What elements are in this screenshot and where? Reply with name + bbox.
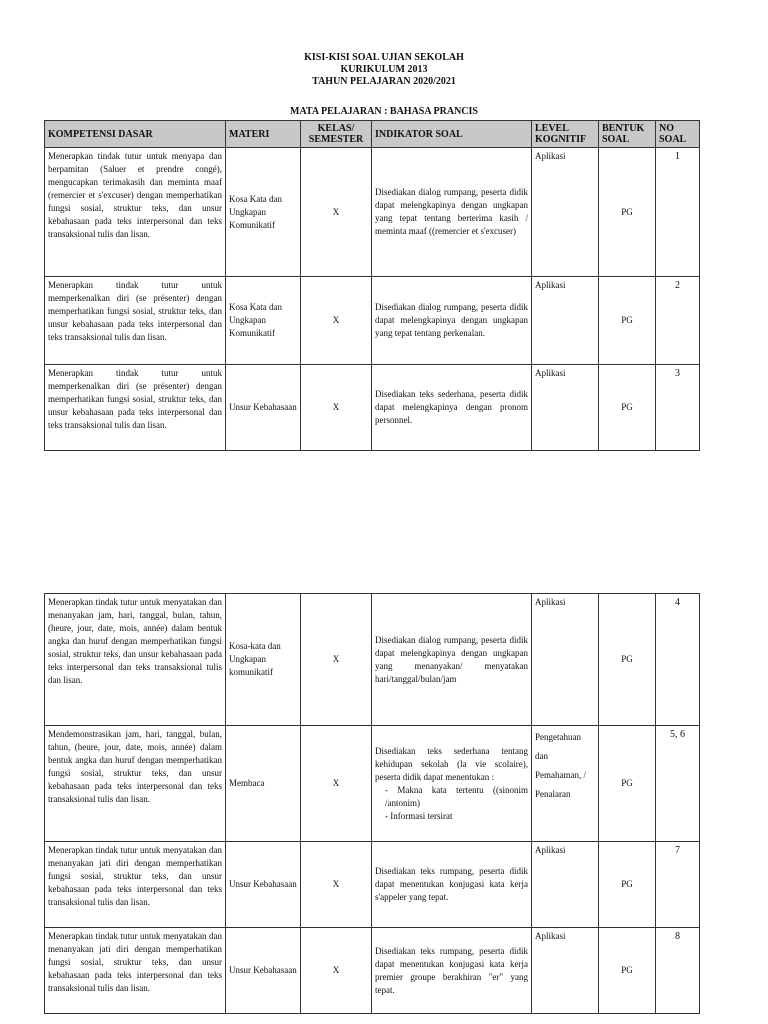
no-cell: 3	[656, 365, 700, 451]
indikator-cell: Disediakan teks rumpang, peserta didik dapat menentukan konjugasi kata kerja s'appeler yang tepat.	[372, 842, 532, 928]
kd-cell: Menerapkan tindak tutur untuk menyatakan dan menanyakan jati diri dengan memperhatikan fungsi sosial, struktur teks, dan unsur kebahasaan pada teks interpersonal dan teks transaksional tulis dan lisan.	[45, 928, 226, 1014]
list-item: - Makna kata tertentu ((sinonim /antonim)	[385, 784, 528, 810]
indikator-cell: Disediakan dialog rumpang, peserta didik dapat melengkapinya dengan ungkapan yang tepat tentang perkenalan.	[372, 277, 532, 365]
header-title: KISI-KISI SOAL UJIAN SEKOLAH	[304, 52, 464, 63]
kd-cell: Mendemonstrasikan jam, hari, tanggal, bulan, tahun, (heure, jour, date, mois, année) dalam bentuk angka dan huruf dengan memperhatikan fungsi sosial, struktur teks, dan unsur kebahasaan pada teks interpersonal dan teks transaksional tulis dan lisan.	[45, 726, 226, 842]
table-header-row	[45, 121, 700, 148]
indikator-list	[375, 784, 528, 823]
materi-cell: Membaca	[226, 726, 301, 842]
kelas-cell: X	[301, 148, 372, 277]
level-line: Pengetahuan dan	[535, 732, 581, 761]
kd-cell: Menerapkan tindak tutur untuk menyatakan dan menanyakan jati diri dengan memperhatikan fungsi sosial, struktur teks, dan unsur kebahasaan pada teks interpersonal dan teks transaksional tulis dan lisan.	[45, 842, 226, 928]
col-header-indikator: INDIKATOR SOAL	[372, 121, 532, 148]
header-school-year: TAHUN PELAJARAN 2020/2021	[312, 76, 456, 87]
level-line: Penalaran	[535, 789, 571, 799]
grid-table-2	[44, 593, 700, 1014]
indikator-text: Disediakan teks sederhana tentang kehidupan sekolah (la vie scolaire), peserta didik dapat menentukan :	[375, 745, 528, 782]
level-cell: Aplikasi	[532, 277, 599, 365]
no-cell: 7	[656, 842, 700, 928]
bentuk-cell: PG	[599, 365, 656, 451]
materi-cell: Kosa Kata dan Ungkapan Komunikatif	[226, 277, 301, 365]
document-header	[0, 52, 768, 88]
kelas-cell: X	[301, 365, 372, 451]
bentuk-cell: PG	[599, 594, 656, 726]
level-cell: Aplikasi	[532, 594, 599, 726]
col-header-level: LEVEL KOGNITIF	[532, 121, 599, 148]
grid-table-1	[44, 120, 700, 451]
materi-cell: Kosa-kata dan Ungkapan komunikatif	[226, 594, 301, 726]
no-cell: 4	[656, 594, 700, 726]
no-cell: 2	[656, 277, 700, 365]
col-header-bentuk: BENTUK SOAL	[599, 121, 656, 148]
level-line: Pemahaman, /	[535, 770, 586, 780]
level-cell: Aplikasi	[532, 842, 599, 928]
kelas-cell: X	[301, 726, 372, 842]
table-row	[45, 594, 700, 726]
bentuk-cell: PG	[599, 928, 656, 1014]
kelas-cell: X	[301, 928, 372, 1014]
table-row	[45, 148, 700, 277]
indikator-cell	[372, 726, 532, 842]
table-row	[45, 277, 700, 365]
no-cell: 5, 6	[656, 726, 700, 842]
no-cell: 8	[656, 928, 700, 1014]
bentuk-cell: PG	[599, 148, 656, 277]
subject-title: MATA PELAJARAN : BAHASA PRANCIS	[290, 106, 478, 117]
table-row	[45, 928, 700, 1014]
indikator-cell: Disediakan dialog rumpang, peserta didik dapat melengkapinya dengan ungkapan yang menanyakan/ menyatakan hari/tanggal/bulan/jam	[372, 594, 532, 726]
materi-cell: Unsur Kebahasaan	[226, 842, 301, 928]
col-header-materi: MATERI	[226, 121, 301, 148]
materi-cell: Kosa Kata dan Ungkapan Komunikatif	[226, 148, 301, 277]
col-header-no: NO SOAL	[656, 121, 700, 148]
no-cell: 1	[656, 148, 700, 277]
materi-cell: Unsur Kebahasaan	[226, 365, 301, 451]
kelas-cell: X	[301, 842, 372, 928]
list-item: - Informasi tersirat	[385, 810, 528, 823]
kelas-cell: X	[301, 277, 372, 365]
level-cell: Aplikasi	[532, 148, 599, 277]
level-cell: Aplikasi	[532, 928, 599, 1014]
level-cell: Aplikasi	[532, 365, 599, 451]
kelas-cell: X	[301, 594, 372, 726]
kd-cell: Menerapkan tindak tutur untuk memperkenalkan diri (se présenter) dengan memperhatikan fungsi sosial, struktur teks, dan unsur kebahasaan pada teks interpersonal dan teks transaksional tulis dan lisan.	[45, 365, 226, 451]
kd-cell: Menerapkan tindak tutur untuk menyapa dan berpamitan (Saluer et prendre congé), mengucapkan terimakasih dan meminta maaf (remercier et s'excuser) dengan memperhatikan fungsi sosial, struktur teks, dan unsur kebahasaan pada teks interpersonal dan teks transaksional tulis dan lisan.	[45, 148, 226, 277]
indikator-cell: Disediakan dialog rumpang, peserta didik dapat melengkapinya dengan ungkapan yang tepat tentang berterima kasih / meminta maaf ((remercier et s'excuser)	[372, 148, 532, 277]
indikator-cell: Disediakan teks rumpang, peserta didik dapat menentukan konjugasi kata kerja premier groupe berakhiran "er" yang tepat.	[372, 928, 532, 1014]
kd-cell: Menerapkan tindak tutur untuk memperkenalkan diri (se présenter) dengan memperhatikan fungsi sosial, struktur teks, dan unsur kebahasaan pada teks interpersonal dan teks transaksional tulis dan lisan.	[45, 277, 226, 365]
table-row	[45, 842, 700, 928]
col-header-kd: KOMPETENSI DASAR	[45, 121, 226, 148]
col-header-kelas: KELAS/ SEMESTER	[301, 121, 372, 148]
bentuk-cell: PG	[599, 726, 656, 842]
table-row	[45, 365, 700, 451]
indikator-cell: Disediakan teks sederhana, peserta didik dapat melengkapinya dengan pronom personnel.	[372, 365, 532, 451]
kd-cell: Menerapkan tindak tutur untuk menyatakan dan menanyakan jam, hari, tanggal, bulan, tahun, (heure, jour, date, mois, année) dalam bentuk angka dan huruf dengan memperhatikan fungsi sosial, struktur teks, dan unsur kebahasaan pada teks interpersonal dan teks transaksional tulis dan lisan.	[45, 594, 226, 726]
bentuk-cell: PG	[599, 842, 656, 928]
level-cell	[532, 726, 599, 842]
bentuk-cell: PG	[599, 277, 656, 365]
table-row	[45, 726, 700, 842]
materi-cell: Unsur Kebahasaan	[226, 928, 301, 1014]
header-curriculum: KURIKULUM 2013	[340, 64, 428, 75]
